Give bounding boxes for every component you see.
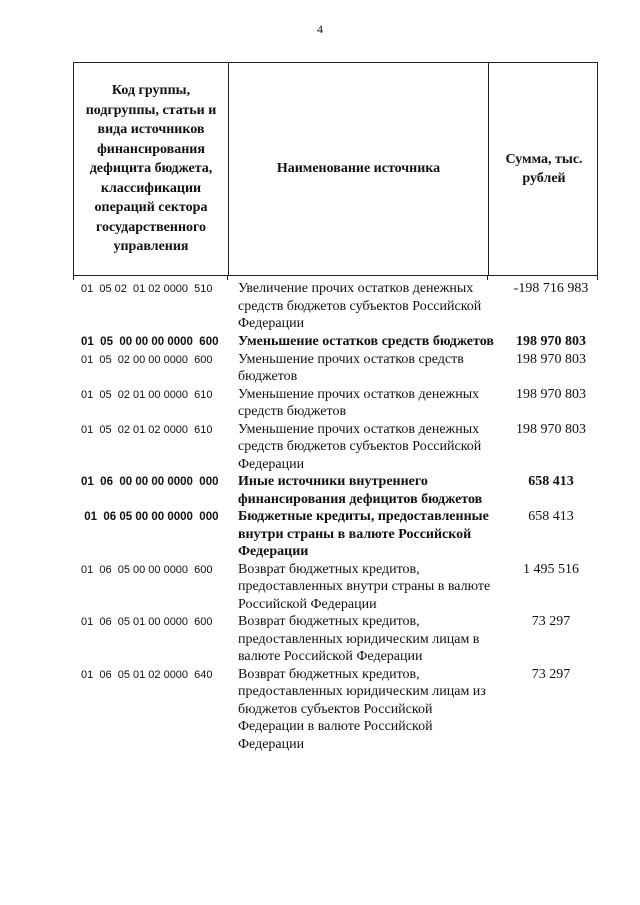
row-code: 01 05 02 01 02 0000 610 — [81, 423, 213, 436]
row-name: Уменьшение прочих остатков денежных средств бюджетов субъектов Российской Федерации — [238, 421, 482, 472]
table-row — [73, 280, 633, 333]
row-amount: 198 970 803 — [516, 333, 586, 349]
header-name: Наименование источника — [276, 161, 441, 177]
row-code: 01 06 00 00 00 0000 000 — [81, 476, 219, 488]
row-name: Уменьшение прочих остатков денежных средств бюджетов — [238, 386, 480, 419]
row-amount: 198 970 803 — [516, 351, 586, 367]
row-name: Возврат бюджетных кредитов, предоставленных юридическим лицам из бюджетов субъектов Российской Федерации в валюте Российской Федерации — [238, 666, 486, 752]
header-amount: Сумма, тыс. рублей — [505, 151, 583, 186]
row-name: Возврат бюджетных кредитов, предоставленных юридическим лицам в валюте Российской Федерации — [238, 614, 480, 664]
row-amount: 198 970 803 — [516, 386, 586, 402]
table-row — [73, 666, 633, 754]
header-code: Код группы, подгруппы, статьи и вида источников финансирования дефицита бюджета, классификации операций сектора государственного управления — [85, 83, 217, 255]
table-row — [73, 333, 633, 351]
table-row — [73, 561, 633, 614]
row-code: 01 06 05 00 00 0000 000 — [81, 511, 219, 523]
row-code: 01 05 02 01 02 0000 510 — [81, 283, 213, 295]
table-row — [73, 386, 633, 421]
table-row — [73, 613, 633, 666]
row-code: 01 05 02 00 00 0000 600 — [81, 353, 213, 366]
row-name: Возврат бюджетных кредитов, предоставленных внутри страны в валюте Российской Федерации — [238, 561, 491, 612]
row-code: 01 05 00 00 00 0000 600 — [81, 335, 219, 348]
row-amount: 1 495 516 — [523, 561, 579, 577]
row-code: 01 06 05 00 00 0000 600 — [81, 563, 213, 576]
row-code: 01 05 02 01 00 0000 610 — [81, 388, 213, 401]
row-name: Иные источники внутреннего финансирования дефицитов бюджетов — [238, 474, 483, 507]
row-name: Уменьшение остатков средств бюджетов — [238, 333, 494, 349]
table-body — [73, 280, 633, 753]
row-name: Уменьшение прочих остатков средств бюджетов — [238, 351, 464, 384]
row-amount: 73 297 — [531, 666, 571, 682]
row-amount: -198 716 983 — [513, 281, 589, 296]
table-row — [73, 421, 633, 474]
table-row — [73, 351, 633, 386]
sources-table — [73, 62, 598, 752]
row-code: 01 06 05 01 00 0000 600 — [81, 616, 213, 628]
page-number: 4 — [317, 22, 323, 36]
row-code: 01 06 05 01 02 0000 640 — [81, 668, 213, 681]
table-header — [73, 62, 598, 276]
row-amount: 73 297 — [531, 614, 571, 629]
row-name: Бюджетные кредиты, предоставленные внутри страны в валюте Российской Федерации — [238, 509, 489, 559]
table-row — [73, 473, 633, 508]
row-amount: 658 413 — [528, 509, 574, 524]
row-amount: 658 413 — [528, 474, 574, 489]
table-row — [73, 508, 633, 561]
row-name: Увеличение прочих остатков денежных средств бюджетов субъектов Российской Федерации — [238, 281, 482, 331]
row-amount: 198 970 803 — [516, 421, 586, 437]
